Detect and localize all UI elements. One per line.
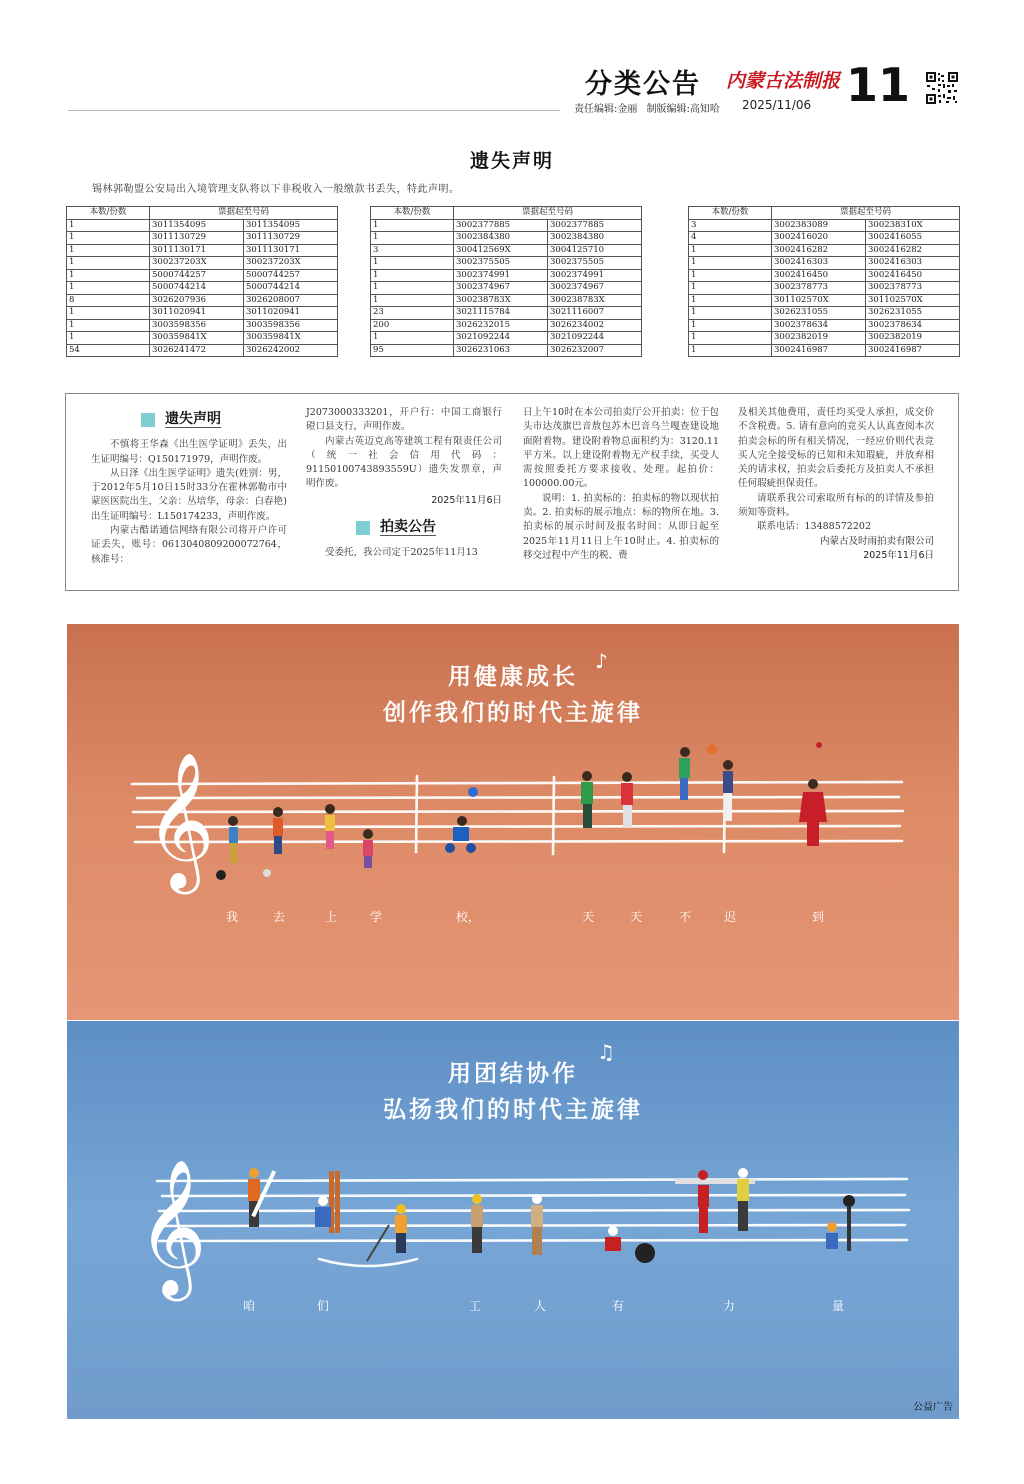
- table-row: [689, 282, 960, 295]
- qr-code-icon[interactable]: [926, 72, 958, 104]
- count-cell: 1: [371, 232, 454, 245]
- count-cell: 1: [371, 332, 454, 345]
- poster-1-slogan-line2: 创作我们的时代主旋律: [383, 700, 643, 726]
- poster-2-slogan-line2: 弘扬我们的时代主旋律: [383, 1097, 643, 1123]
- table-row: [371, 344, 642, 357]
- notice-paragraph: 说明：1. 拍卖标的：拍卖标的物以现状拍卖。2. 拍卖标的展示地点：标的物所在地。3. 拍卖标的展示时间及报名时间：从即日起至2025年11月11日上午10时止。4. 拍卖标的移交过程中产生的税、费: [523, 492, 719, 561]
- table-row: [67, 307, 338, 320]
- table-row: [689, 257, 960, 270]
- notice-paragraph: 日上午10时在本公司拍卖厅公开拍卖：位于包头市达茂旗巴音敖包苏木巴音乌兰嘎查建设地面附着物。建设附着物总面积约为：3120.11平方米。以上建设附着物无产权手续，买受人需按照委托方要求接收、处理。起拍价：100000.00元。: [523, 407, 719, 490]
- start-number-cell: 3002416450: [772, 269, 866, 282]
- start-number-cell: 3002377885: [454, 219, 548, 232]
- count-cell: 1: [67, 244, 150, 257]
- lyric-char: 学: [370, 910, 383, 924]
- lyric-char: 校，: [456, 910, 481, 924]
- count-cell: 1: [67, 319, 150, 332]
- table-row: [371, 232, 642, 245]
- end-number-cell: 3004125710: [548, 244, 642, 257]
- column-header-count: 本数/份数: [689, 207, 772, 220]
- layout-editor-label: 制版编辑:高知哈: [646, 104, 720, 115]
- end-number-cell: 3002377885: [548, 219, 642, 232]
- table-row: [689, 294, 960, 307]
- start-number-cell: 3011130171: [150, 244, 244, 257]
- end-number-cell: 3002416303: [866, 257, 960, 270]
- count-cell: 3: [689, 219, 772, 232]
- ticket-table-1: [66, 206, 338, 357]
- table-row: [689, 307, 960, 320]
- notice-column-3: [523, 406, 719, 563]
- poster-2-slogan-line1: 用团结协作: [448, 1061, 578, 1087]
- count-cell: 1: [67, 282, 150, 295]
- column-header-range: 票据起至号码: [150, 207, 338, 220]
- lyric-char: 量: [832, 1299, 845, 1313]
- lyric-char: 不: [679, 910, 692, 924]
- heading-square-icon: [141, 413, 155, 427]
- start-number-cell: 3026231063: [454, 344, 548, 357]
- start-number-cell: 3026207936: [150, 294, 244, 307]
- table-row: [689, 319, 960, 332]
- end-number-cell: 300238310X: [866, 219, 960, 232]
- start-number-cell: 301102570X: [772, 294, 866, 307]
- start-number-cell: 3002374967: [454, 282, 548, 295]
- end-number-cell: 3002378634: [866, 319, 960, 332]
- start-number-cell: 3002382019: [772, 332, 866, 345]
- lyric-char: 迟: [724, 910, 737, 924]
- ticket-table-2: [370, 206, 642, 357]
- end-number-cell: 3002384380: [548, 232, 642, 245]
- notice-column-4: [738, 406, 934, 563]
- lost-notice-intro: 锡林郭勒盟公安局出入境管理支队将以下非税收入一般缴款书丢失，特此声明。: [92, 184, 460, 195]
- start-number-cell: 3002416282: [772, 244, 866, 257]
- count-cell: 4: [689, 232, 772, 245]
- notice-box: [65, 393, 959, 591]
- table-row: [689, 244, 960, 257]
- notice-column-2: [306, 406, 502, 561]
- auction-heading-bar: [306, 520, 502, 536]
- start-number-cell: 300237203X: [150, 257, 244, 270]
- count-cell: 1: [371, 257, 454, 270]
- table-row: [371, 257, 642, 270]
- lyric-char: 有: [612, 1299, 625, 1313]
- psa-label: 公益广告: [913, 1402, 953, 1413]
- start-number-cell: 300412569X: [454, 244, 548, 257]
- count-cell: 1: [689, 294, 772, 307]
- start-number-cell: 300359841X: [150, 332, 244, 345]
- music-note-icon: ♪: [595, 649, 608, 673]
- lost-notice-title: 遗失声明: [469, 150, 554, 172]
- end-number-cell: 3026234002: [548, 319, 642, 332]
- end-number-cell: 3002416987: [866, 344, 960, 357]
- lyric-char: 咱: [243, 1299, 256, 1313]
- table-row: [67, 269, 338, 282]
- notice-paragraph: J2073000333201，开户行：中国工商银行磴口县支行，声明作废。: [306, 407, 502, 433]
- table-row: [67, 294, 338, 307]
- column-header-count: 本数/份数: [371, 207, 454, 220]
- start-number-cell: 3002416303: [772, 257, 866, 270]
- count-cell: 1: [689, 319, 772, 332]
- table-row: [67, 232, 338, 245]
- notice-paragraph: 内蒙古英迈克高等建筑工程有限责任公司（统一社会信用代码：91150100743893559U）遗失发票章，声明作废。: [306, 435, 502, 490]
- table-row: [371, 332, 642, 345]
- table-row: [371, 219, 642, 232]
- ticket-table-3: [688, 206, 960, 357]
- end-number-cell: 3002416282: [866, 244, 960, 257]
- end-number-cell: 3011130729: [244, 232, 338, 245]
- end-number-cell: 3026231055: [866, 307, 960, 320]
- editor-label: 责任编辑:金丽: [574, 104, 638, 115]
- start-number-cell: 5000744214: [150, 282, 244, 295]
- lost-heading-bar: [91, 412, 287, 428]
- end-number-cell: 301102570X: [866, 294, 960, 307]
- start-number-cell: 3002416020: [772, 232, 866, 245]
- end-number-cell: 3002378773: [866, 282, 960, 295]
- lyric-char: 到: [812, 910, 825, 924]
- end-number-cell: 300359841X: [244, 332, 338, 345]
- table-row: [67, 257, 338, 270]
- treble-clef-icon: 𝄞: [137, 1157, 207, 1295]
- end-number-cell: 3002416055: [866, 232, 960, 245]
- table-row: [371, 244, 642, 257]
- start-number-cell: 3002384380: [454, 232, 548, 245]
- table-row: [67, 219, 338, 232]
- table-row: [67, 282, 338, 295]
- count-cell: 200: [371, 319, 454, 332]
- table-row: [371, 307, 642, 320]
- lyric-char: 天: [582, 910, 595, 924]
- count-cell: 1: [689, 269, 772, 282]
- auction-company: 内蒙古及时雨拍卖有限公司: [819, 535, 934, 547]
- column-header-range: 票据起至号码: [772, 207, 960, 220]
- lyric-char: 上: [325, 910, 338, 924]
- start-number-cell: 3026231055: [772, 307, 866, 320]
- count-cell: 1: [689, 244, 772, 257]
- end-number-cell: 300238783X: [548, 294, 642, 307]
- editor-credits: [574, 100, 726, 115]
- table-header-row: [371, 207, 642, 220]
- end-number-cell: 3011020941: [244, 307, 338, 320]
- start-number-cell: 3026232015: [454, 319, 548, 332]
- auction-heading: 拍卖公告: [380, 519, 436, 536]
- count-cell: 3: [371, 244, 454, 257]
- start-number-cell: 3002416987: [772, 344, 866, 357]
- count-cell: 8: [67, 294, 150, 307]
- table-row: [67, 244, 338, 257]
- start-number-cell: 3011020941: [150, 307, 244, 320]
- count-cell: 23: [371, 307, 454, 320]
- table-row: [371, 319, 642, 332]
- count-cell: 1: [67, 232, 150, 245]
- end-number-cell: 3002374967: [548, 282, 642, 295]
- start-number-cell: 3003598356: [150, 319, 244, 332]
- start-number-cell: 300238783X: [454, 294, 548, 307]
- end-number-cell: 5000744257: [244, 269, 338, 282]
- section-title: 分类公告: [585, 69, 701, 100]
- count-cell: 1: [67, 257, 150, 270]
- count-cell: 1: [371, 219, 454, 232]
- start-number-cell: 3002383089: [772, 219, 866, 232]
- table-row: [689, 232, 960, 245]
- count-cell: 1: [689, 282, 772, 295]
- end-number-cell: 3011354095: [244, 219, 338, 232]
- count-cell: 54: [67, 344, 150, 357]
- start-number-cell: 3021115784: [454, 307, 548, 320]
- music-note-icon: ♫: [597, 1040, 615, 1064]
- contact-phone: 联系电话：13488572202: [757, 521, 871, 533]
- treble-clef-icon: 𝄞: [145, 750, 215, 888]
- table-row: [371, 294, 642, 307]
- table-row: [689, 344, 960, 357]
- end-number-cell: 3026208007: [244, 294, 338, 307]
- notice-date: 2025年11月6日: [863, 549, 934, 561]
- end-number-cell: 3026242002: [244, 344, 338, 357]
- table-row: [689, 219, 960, 232]
- end-number-cell: 3002374991: [548, 269, 642, 282]
- table-row: [67, 344, 338, 357]
- masthead-logo: 内蒙古法制报: [726, 70, 841, 92]
- header-rule: [68, 110, 560, 111]
- notice-paragraph: 不慎将王华森《出生医学证明》丢失，出生证明编号：Q150171979，声明作废。: [91, 439, 287, 465]
- issue-date: 2025/11/06: [742, 98, 812, 112]
- count-cell: 1: [689, 307, 772, 320]
- start-number-cell: 3021092244: [454, 332, 548, 345]
- table-row: [689, 332, 960, 345]
- start-number-cell: 3002375505: [454, 257, 548, 270]
- end-number-cell: 3002382019: [866, 332, 960, 345]
- end-number-cell: 3003598356: [244, 319, 338, 332]
- lyric-char: 力: [723, 1299, 736, 1313]
- end-number-cell: 3026232007: [548, 344, 642, 357]
- table-row: [371, 269, 642, 282]
- poster-1-slogan-line1: 用健康成长: [448, 664, 578, 690]
- column-header-range: 票据起至号码: [454, 207, 642, 220]
- table-row: [371, 282, 642, 295]
- count-cell: 1: [689, 257, 772, 270]
- end-number-cell: 3002416450: [866, 269, 960, 282]
- start-number-cell: 5000744257: [150, 269, 244, 282]
- psa-poster-health: [67, 624, 959, 1020]
- start-number-cell: 3002374991: [454, 269, 548, 282]
- notice-paragraph: 从日泽《出生医学证明》遗失(姓别：男，于2012年5月10日15时33分在霍林郭勒市中蒙医医院出生，父亲：丛培华，母亲：白春艳)出生证明编号：L150174233，声明作废。: [91, 467, 287, 522]
- notice-paragraph: 请联系我公司索取所有标的的详情及参拍须知等资料。: [738, 492, 934, 519]
- notice-paragraph: 受委托，我公司定于2025年11月13: [325, 547, 478, 559]
- column-header-count: 本数/份数: [67, 207, 150, 220]
- lyric-char: 我: [226, 910, 239, 924]
- page-number: 11: [846, 58, 911, 112]
- end-number-cell: 300237203X: [244, 257, 338, 270]
- count-cell: 1: [67, 269, 150, 282]
- lyric-char: 去: [273, 910, 286, 924]
- lyric-char: 天: [630, 910, 643, 924]
- lyric-char: 人: [534, 1299, 547, 1313]
- count-cell: 1: [371, 269, 454, 282]
- count-cell: 1: [689, 344, 772, 357]
- lyric-char: 们: [317, 1299, 330, 1313]
- count-cell: 1: [67, 332, 150, 345]
- lost-heading: 遗失声明: [165, 411, 221, 427]
- end-number-cell: 3021092244: [548, 332, 642, 345]
- start-number-cell: 3011354095: [150, 219, 244, 232]
- count-cell: 1: [371, 294, 454, 307]
- start-number-cell: 3011130729: [150, 232, 244, 245]
- notice-date: 2025年11月6日: [431, 494, 502, 506]
- notice-paragraph: 内蒙古酷诺通信网络有限公司将开户许可证丢失，账号：0613040809200072764，核准号：: [91, 525, 287, 565]
- table-row: [689, 269, 960, 282]
- lyric-char: 工: [469, 1299, 482, 1313]
- heading-square-icon: [356, 521, 370, 535]
- table-row: [67, 332, 338, 345]
- end-number-cell: 3002375505: [548, 257, 642, 270]
- table-header-row: [67, 207, 338, 220]
- table-row: [67, 319, 338, 332]
- count-cell: 1: [67, 219, 150, 232]
- psa-poster-unity: [67, 1021, 959, 1419]
- count-cell: 1: [371, 282, 454, 295]
- notice-column-1: [91, 406, 287, 567]
- end-number-cell: 3011130171: [244, 244, 338, 257]
- poster-2-lyrics: [67, 1021, 959, 1417]
- count-cell: 1: [67, 307, 150, 320]
- poster-1-lyrics: [67, 624, 959, 1020]
- start-number-cell: 3026241472: [150, 344, 244, 357]
- count-cell: 1: [689, 332, 772, 345]
- start-number-cell: 3002378773: [772, 282, 866, 295]
- end-number-cell: 5000744214: [244, 282, 338, 295]
- end-number-cell: 3021116007: [548, 307, 642, 320]
- notice-paragraph: 及相关其他费用，责任均买受人承担，成交价不含税费。5. 请有意向的竞买人认真查阅本次拍卖会标的所有相关情况，一经应价则代表竞买人完全接受标的已知和未知瑕疵，并放弃相关的请求权，拍卖会后委托方及拍卖人不承担任何瑕疵担保责任。: [738, 407, 934, 490]
- start-number-cell: 3002378634: [772, 319, 866, 332]
- table-header-row: [689, 207, 960, 220]
- count-cell: 95: [371, 344, 454, 357]
